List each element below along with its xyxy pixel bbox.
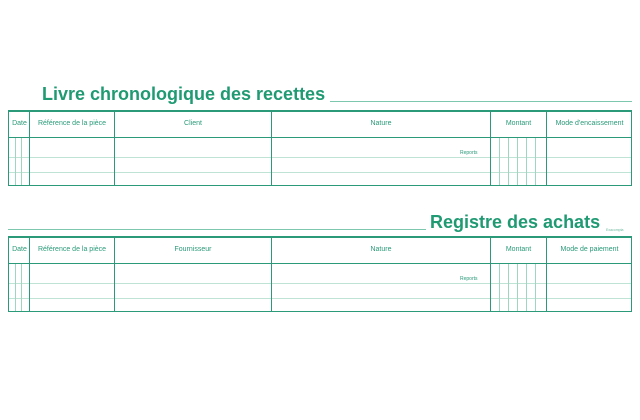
date-subdivider <box>21 138 22 185</box>
amount-subdivider <box>517 264 518 311</box>
header-nature: Nature <box>370 120 392 127</box>
recettes-table <box>8 110 632 186</box>
header-fournisseur: Fournisseur <box>174 246 212 253</box>
header-reference: Référence de la pièce <box>37 246 107 253</box>
amount-subdivider <box>508 138 509 185</box>
amount-subdivider <box>508 264 509 311</box>
header-date: Date <box>12 120 27 127</box>
header-mode: Mode d'encaissement <box>555 120 624 127</box>
table-row-line <box>9 283 631 284</box>
title-underline <box>330 101 632 102</box>
achats-table <box>8 236 632 312</box>
reports-label: Reports <box>460 150 478 156</box>
title-underline <box>8 229 426 230</box>
reports-label: Reports <box>460 276 478 282</box>
header-reference: Référence de la pièce <box>37 120 107 127</box>
amount-subdivider <box>499 264 500 311</box>
header-nature: Nature <box>370 246 392 253</box>
amount-subdivider <box>526 264 527 311</box>
achats-title: Registre des achats <box>430 212 601 232</box>
amount-subdivider <box>517 138 518 185</box>
header-montant: Montant <box>505 120 532 127</box>
amount-subdivider <box>535 264 536 311</box>
amount-subdivider <box>526 138 527 185</box>
header-separator <box>9 263 631 264</box>
date-subdivider <box>15 264 16 311</box>
table-row-line <box>9 298 631 299</box>
header-montant: Montant <box>505 246 532 253</box>
date-subdivider <box>15 138 16 185</box>
ref-code: Exacompta <box>606 228 624 232</box>
amount-subdivider <box>499 138 500 185</box>
header-date: Date <box>12 246 27 253</box>
table-row-line <box>9 172 631 173</box>
recettes-title: Livre chronologique des recettes <box>42 84 326 104</box>
date-subdivider <box>21 264 22 311</box>
header-mode: Mode de paiement <box>560 246 619 253</box>
table-row-line <box>9 157 631 158</box>
amount-subdivider <box>535 138 536 185</box>
header-client: Client <box>184 120 202 127</box>
header-separator <box>9 137 631 138</box>
